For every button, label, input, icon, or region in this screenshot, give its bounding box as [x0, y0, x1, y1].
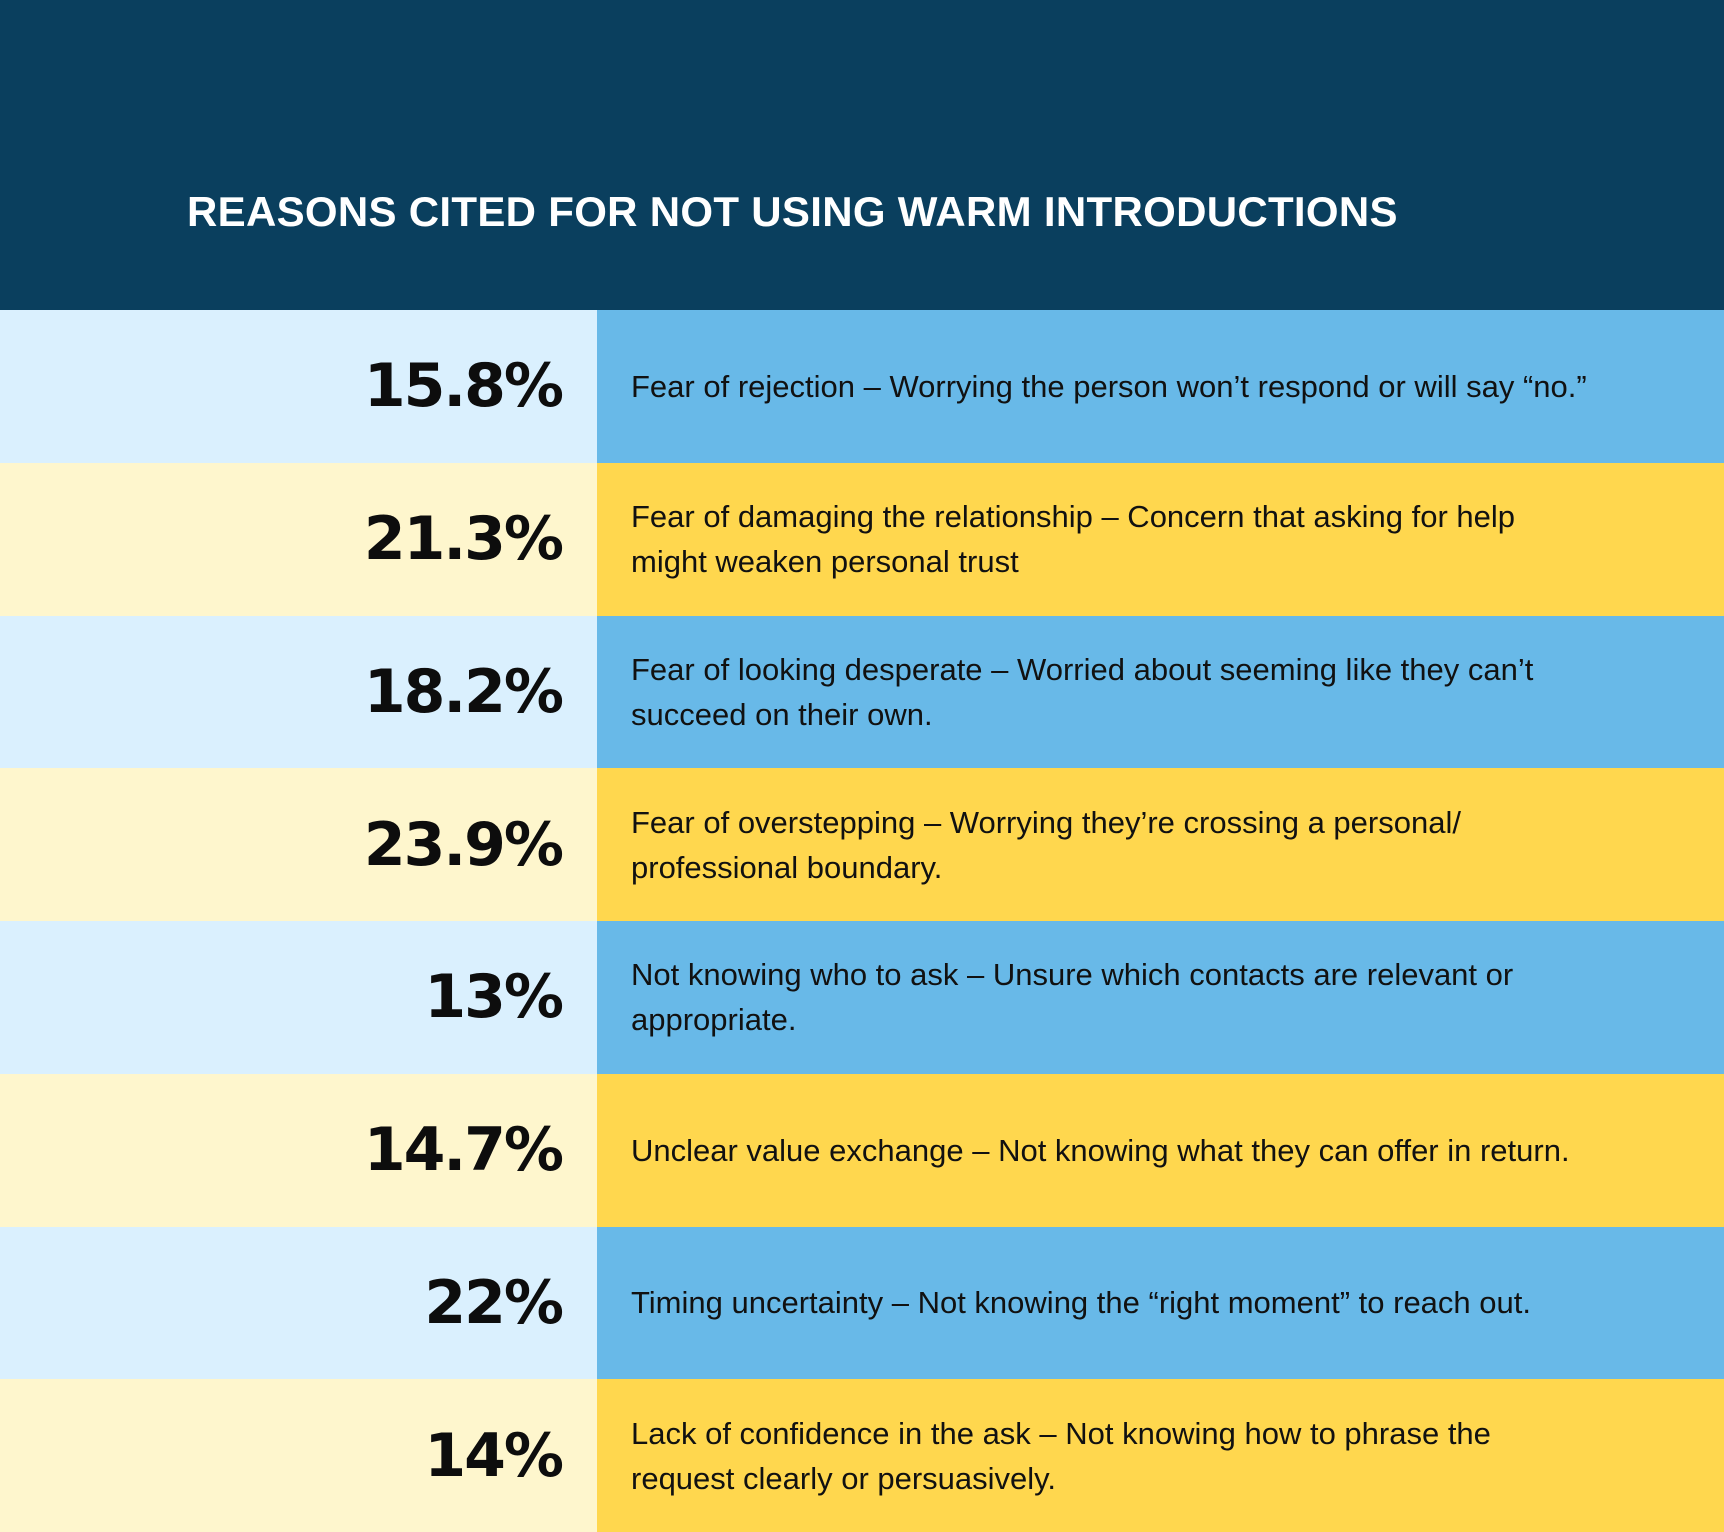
description-cell: [597, 1379, 1724, 1532]
page-title: REASONS CITED FOR NOT USING WARM INTRODUCTIONS: [187, 188, 1398, 235]
reason-description: Fear of looking desperate – Worried about seeming like they can’t succeed on their own.: [631, 651, 1534, 732]
description-cell: [597, 616, 1724, 769]
percentage-value: 15.8%: [363, 351, 562, 422]
percentage-cell: [0, 463, 597, 616]
description-cell: [597, 1227, 1724, 1380]
percentage-value: 18.2%: [363, 656, 562, 727]
table-row: [0, 310, 1724, 463]
description-cell: [597, 768, 1724, 921]
percentage-value: 13%: [424, 962, 562, 1033]
table-row: [0, 768, 1724, 921]
table-row: [0, 1074, 1724, 1227]
header-banner: [0, 0, 1724, 310]
description-cell: [597, 310, 1724, 463]
reason-description: Fear of overstepping – Worrying they’re crossing a personal/ professional boundary.: [631, 804, 1461, 885]
table-row: [0, 921, 1724, 1074]
table-row: [0, 616, 1724, 769]
percentage-cell: [0, 1379, 597, 1532]
table-row: [0, 463, 1724, 616]
percentage-value: 23.9%: [363, 809, 562, 880]
percentage-value: 21.3%: [363, 504, 562, 575]
description-cell: [597, 1074, 1724, 1227]
percentage-cell: [0, 310, 597, 463]
reason-description: Fear of rejection – Worrying the person won’t respond or will say “no.”: [631, 368, 1587, 404]
table-row: [0, 1227, 1724, 1380]
percentage-cell: [0, 921, 597, 1074]
reason-description: Timing uncertainty – Not knowing the “right moment” to reach out.: [631, 1285, 1531, 1321]
percentage-cell: [0, 768, 597, 921]
table-row: [0, 1379, 1724, 1532]
percentage-cell: [0, 1227, 597, 1380]
reason-description: Lack of confidence in the ask – Not knowing how to phrase the request clearly or persuasively.: [631, 1415, 1491, 1496]
description-cell: [597, 921, 1724, 1074]
percentage-value: 14%: [424, 1420, 562, 1491]
percentage-cell: [0, 1074, 597, 1227]
percentage-value: 22%: [424, 1267, 562, 1338]
reason-description: Not knowing who to ask – Unsure which contacts are relevant or appropriate.: [631, 957, 1514, 1038]
reason-description: Unclear value exchange – Not knowing what they can offer in return.: [631, 1132, 1570, 1168]
percentage-value: 14.7%: [363, 1115, 562, 1186]
reason-description: Fear of damaging the relationship – Concern that asking for help might weaken personal trust: [631, 499, 1516, 580]
description-cell: [597, 463, 1724, 616]
reasons-table: [0, 310, 1724, 1532]
percentage-cell: [0, 616, 597, 769]
